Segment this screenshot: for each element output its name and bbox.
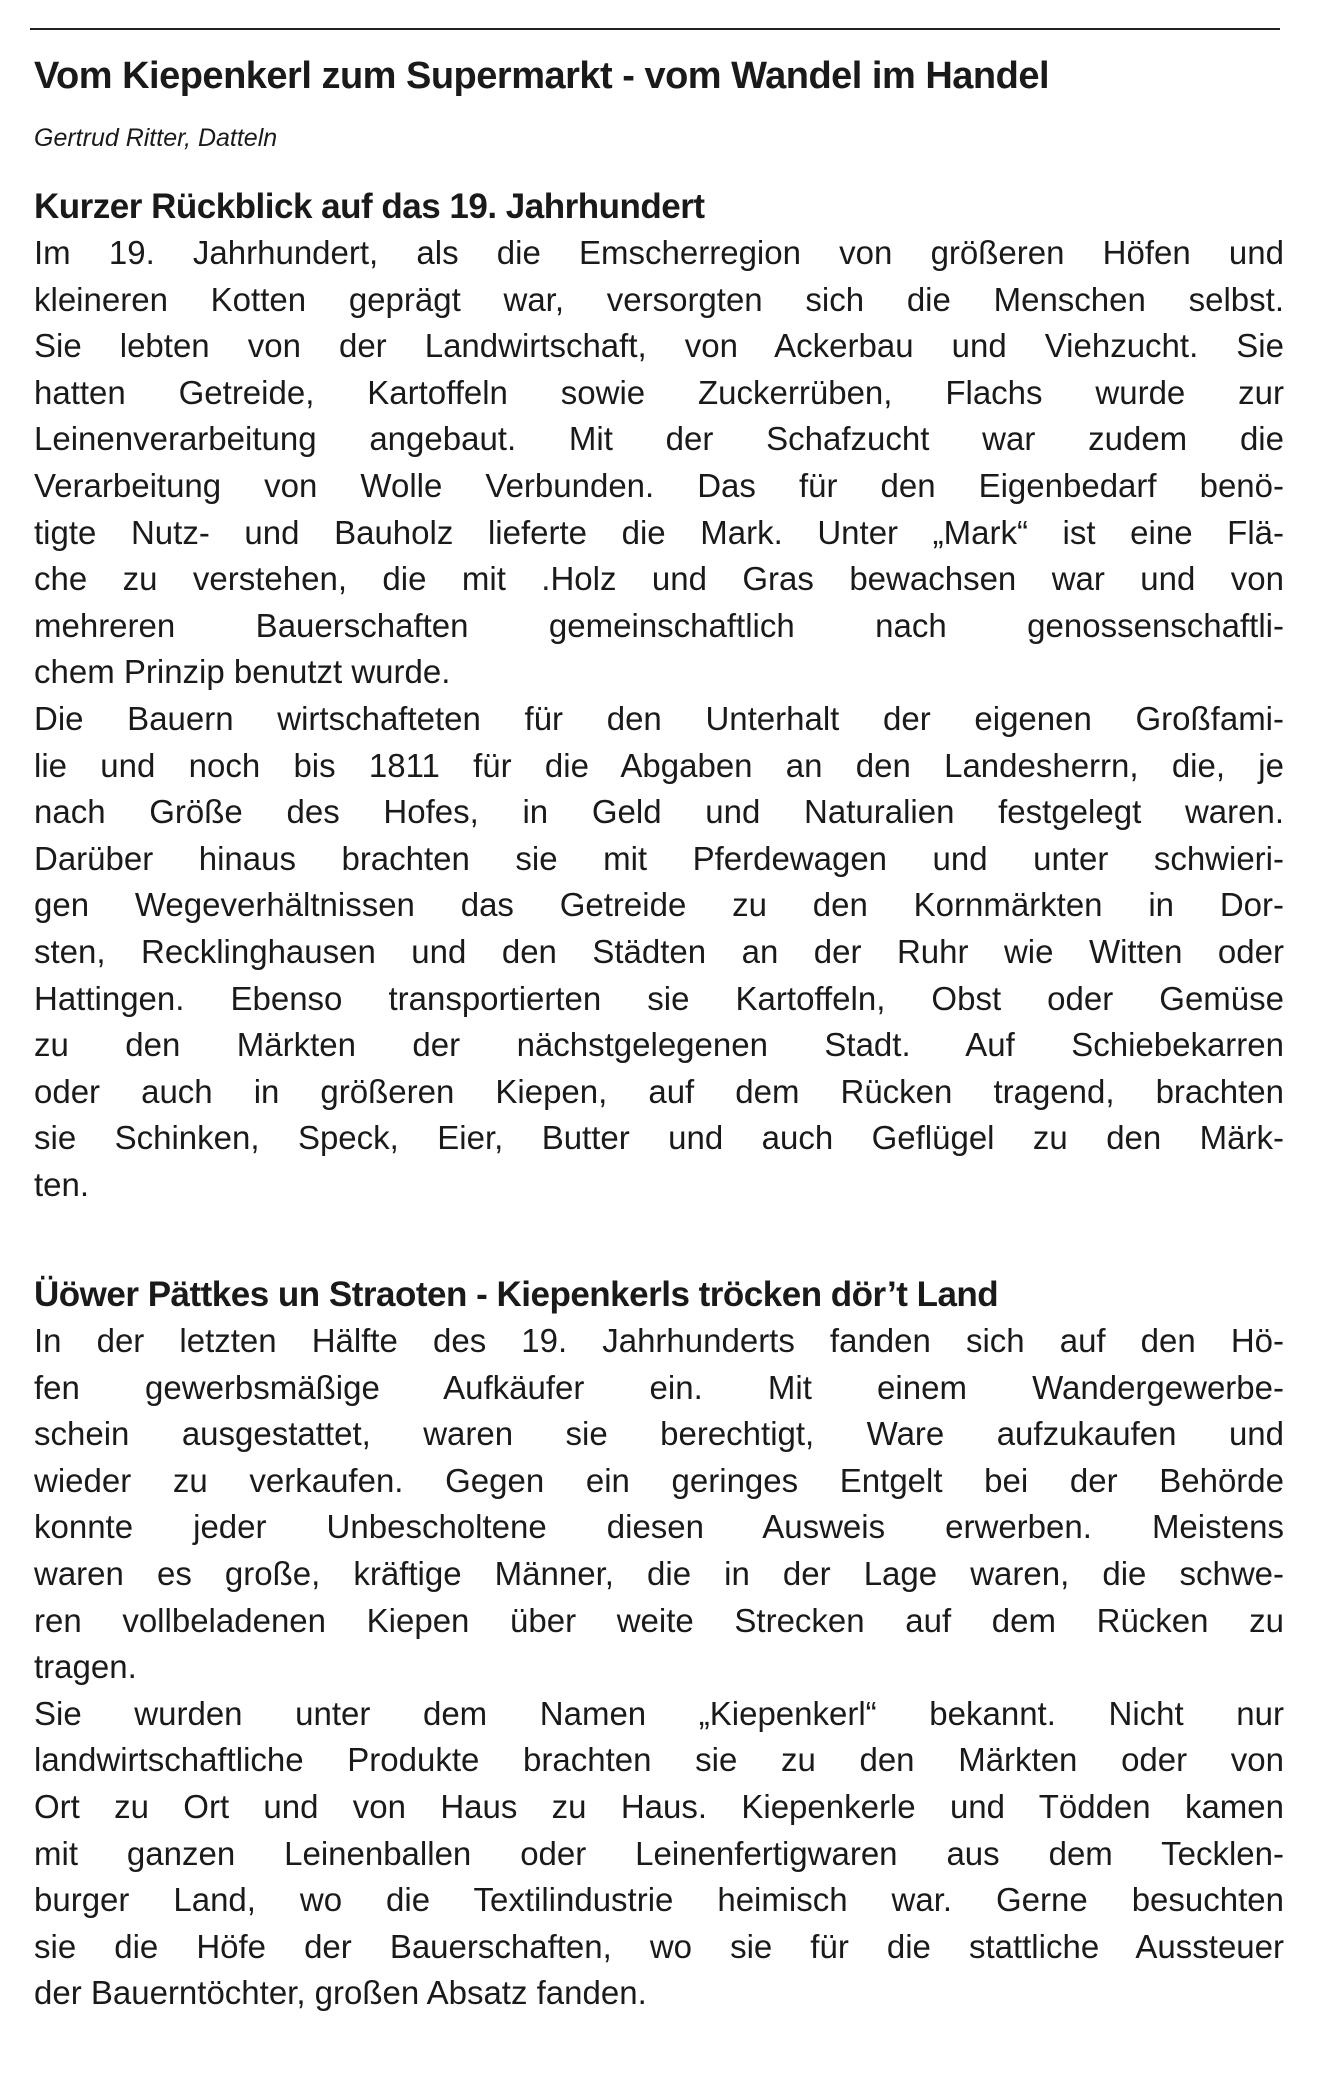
- text-line: schein ausgestattet, waren sie berechtigt, Ware aufzukaufen und: [34, 1415, 1284, 1453]
- text-line: Darüber hinaus brachten sie mit Pferdewagen und unter schwieri-: [34, 839, 1284, 877]
- text-line: burger Land, wo die Textilindustrie heimisch war. Gerne besuchten: [34, 1881, 1284, 1919]
- text-line: mit ganzen Leinenballen oder Leinenfertigwaren aus dem Tecklen-: [34, 1834, 1284, 1872]
- text-line: tragen.: [34, 1648, 137, 1686]
- paragraph: [34, 696, 1284, 1209]
- text-line: mehreren Bauerschaften gemeinschaftlich nach genossenschaftli-: [34, 606, 1284, 644]
- text-line: sie Schinken, Speck, Eier, Butter und auch Geflügel zu den Märk-: [34, 1119, 1284, 1157]
- paragraph: [34, 230, 1284, 696]
- top-rule: [30, 28, 1280, 30]
- text-line: Verarbeitung von Wolle Verbunden. Das für den Eigenbedarf benö-: [34, 466, 1284, 504]
- article-author: Gertrud Ritter, Datteln: [34, 124, 278, 152]
- text-line: sie die Höfe der Bauerschaften, wo sie für die stattliche Aussteuer: [34, 1927, 1284, 1965]
- paragraph: [34, 1691, 1284, 2017]
- section-kiepenkerls: [34, 1272, 1284, 2017]
- text-line: Sie lebten von der Landwirtschaft, von Ackerbau und Viehzucht. Sie: [34, 327, 1284, 365]
- text-line: wieder zu verkaufen. Gegen ein geringes Entgelt bei der Behörde: [34, 1461, 1284, 1499]
- text-line: kleineren Kotten geprägt war, versorgten sich die Menschen selbst.: [34, 280, 1284, 318]
- text-line: oder auch in größeren Kiepen, auf dem Rücken tragend, brachten: [34, 1072, 1284, 1110]
- text-line: landwirtschaftliche Produkte brachten sie zu den Märkten oder von: [34, 1741, 1284, 1779]
- text-line: Im 19. Jahrhundert, als die Emscherregion von größeren Höfen und: [34, 234, 1284, 271]
- text-line: nach Größe des Hofes, in Geld und Naturalien festgelegt waren.: [34, 793, 1284, 831]
- text-line: ren vollbeladenen Kiepen über weite Strecken auf dem Rücken zu: [34, 1601, 1284, 1639]
- text-line: Hattingen. Ebenso transportierten sie Kartoffeln, Obst oder Gemüse: [34, 979, 1284, 1017]
- text-line: che zu verstehen, die mit .Holz und Gras bewachsen war und von: [34, 560, 1284, 598]
- paragraph: [34, 1318, 1284, 1691]
- text-line: waren es große, kräftige Männer, die in der Lage waren, die schwe-: [34, 1554, 1284, 1592]
- text-line: zu den Märkten der nächstgelegenen Stadt. Auf Schiebekarren: [34, 1026, 1284, 1064]
- text-line: tigte Nutz- und Bauholz lieferte die Mark. Unter „Mark“ ist eine Flä-: [34, 513, 1284, 551]
- text-line: chem Prinzip benutzt wurde.: [34, 653, 451, 691]
- text-line: lie und noch bis 1811 für die Abgaben an den Landesherrn, die, je: [34, 746, 1284, 784]
- text-line: In der letzten Hälfte des 19. Jahrhunderts fanden sich auf den Hö-: [34, 1322, 1284, 1359]
- text-line: gen Wegeverhältnissen das Getreide zu den Kornmärkten in Dor-: [34, 886, 1284, 924]
- text-line: konnte jeder Unbescholtene diesen Ausweis erwerben. Meistens: [34, 1508, 1284, 1546]
- section-history: [34, 184, 1284, 1208]
- text-line: Sie wurden unter dem Namen „Kiepenkerl“ bekannt. Nicht nur: [34, 1694, 1284, 1732]
- text-line: Die Bauern wirtschafteten für den Unterhalt der eigenen Großfami-: [34, 699, 1284, 737]
- text-line: ten.: [34, 1165, 90, 1203]
- text-line: Ort zu Ort und von Haus zu Haus. Kiepenkerle und Tödden kamen: [34, 1787, 1284, 1825]
- section-heading: Kurzer Rückblick auf das 19. Jahrhundert: [34, 187, 705, 226]
- text-line: fen gewerbsmäßige Aufkäufer ein. Mit einem Wandergewerbe-: [34, 1368, 1284, 1406]
- text-line: hatten Getreide, Kartoffeln sowie Zuckerrüben, Flachs wurde zur: [34, 373, 1284, 411]
- text-line: Leinenverarbeitung angebaut. Mit der Schafzucht war zudem die: [34, 420, 1284, 458]
- text-line: sten, Recklinghausen und den Städten an der Ruhr wie Witten oder: [34, 932, 1284, 970]
- section-heading: Üöwer Pättkes un Straoten - Kiepenkerls tröcken dör’t Land: [34, 1275, 999, 1314]
- text-line: der Bauerntöchter, großen Absatz fanden.: [34, 1974, 647, 2012]
- article-title: Vom Kiepenkerl zum Supermarkt - vom Wandel im Handel: [34, 55, 1050, 97]
